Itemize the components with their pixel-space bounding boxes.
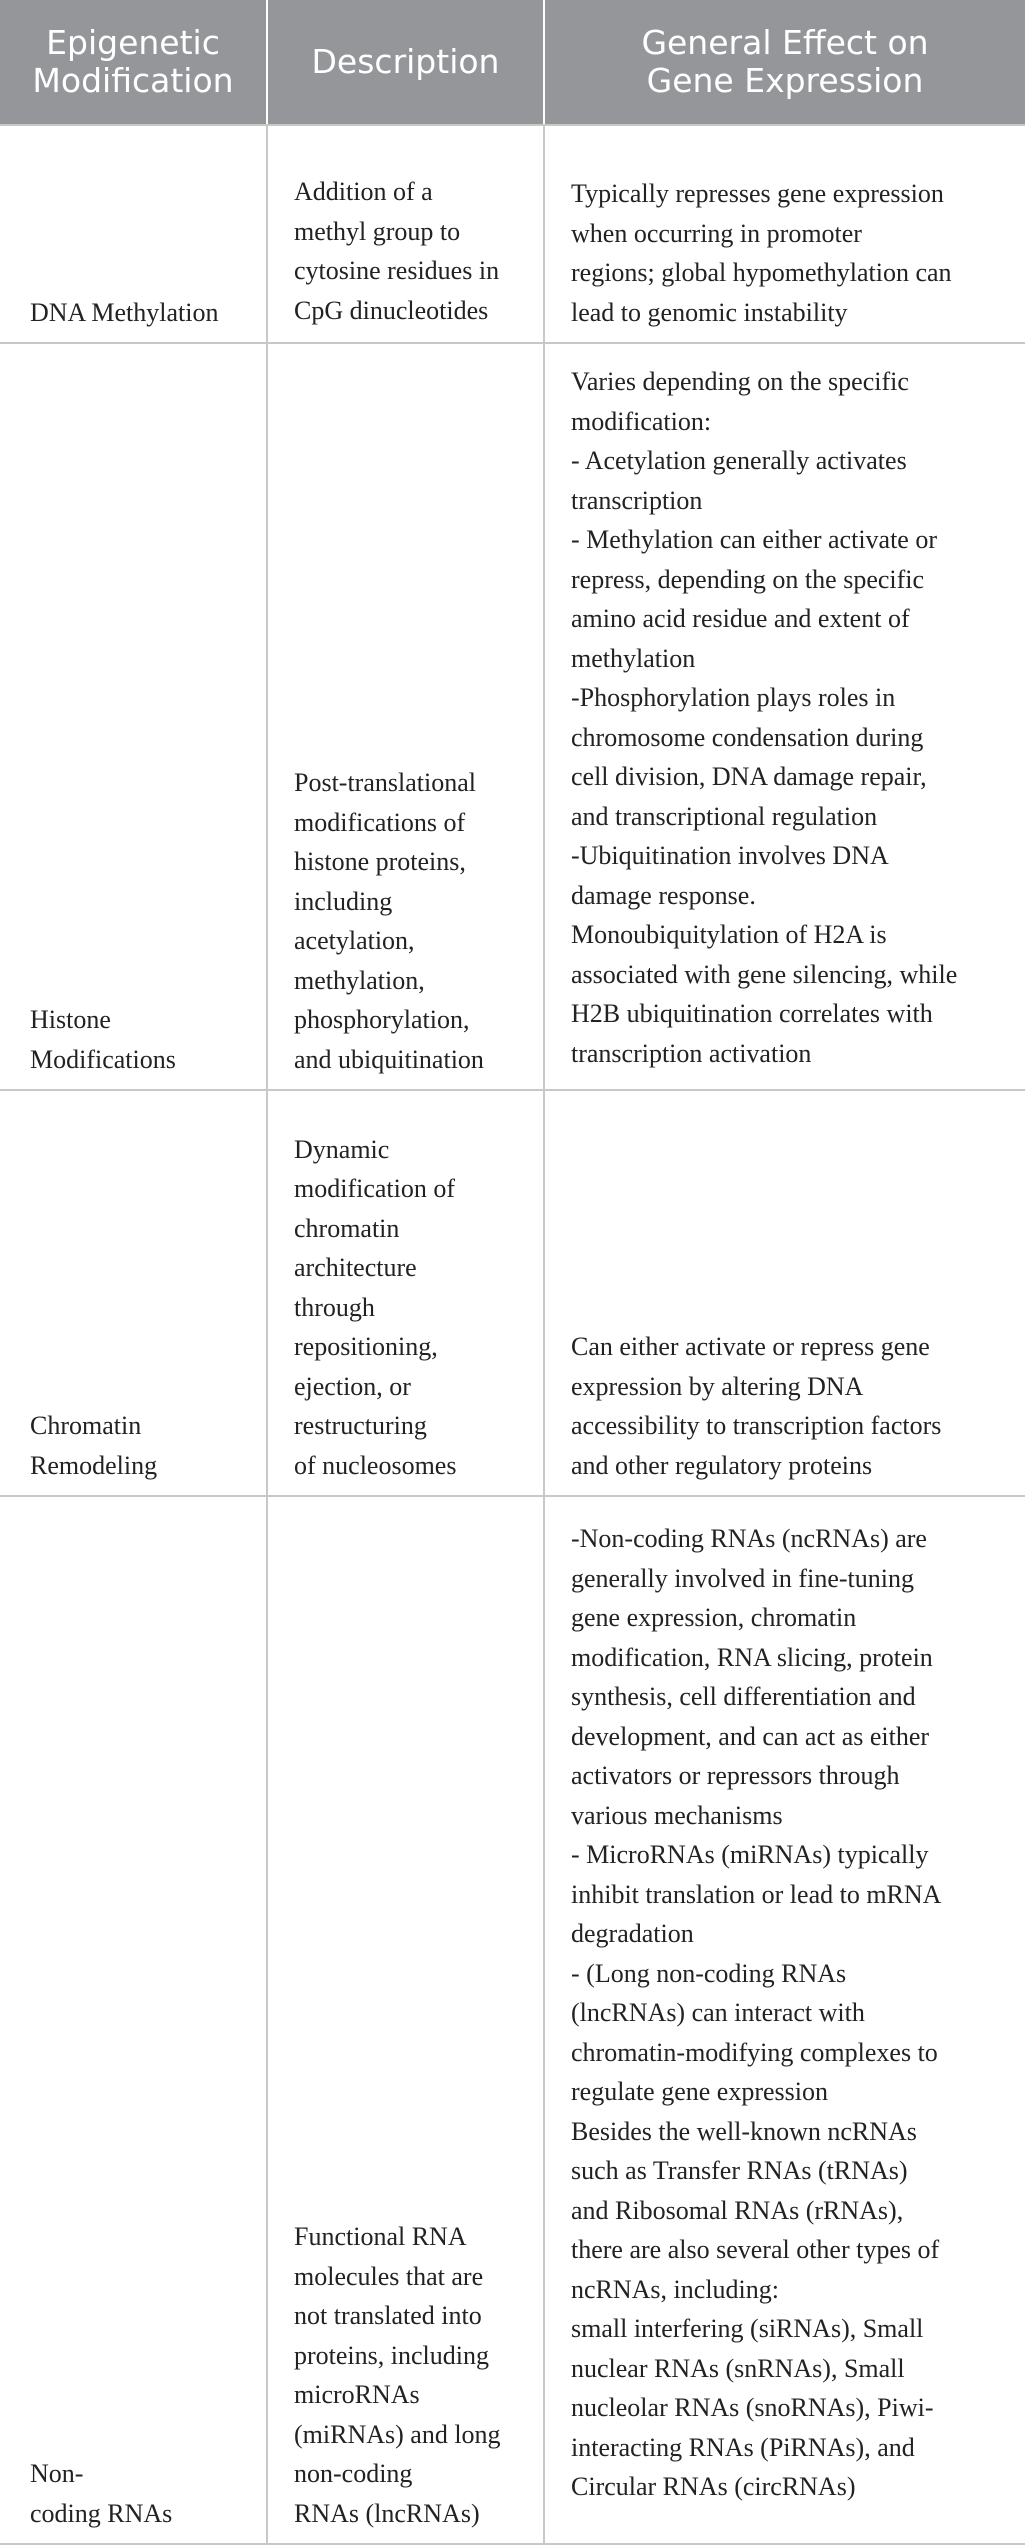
description-cell: Functional RNA molecules that are not translated into proteins, including microRNAs (miRNAs) and long non-coding RNAs (lncRNAs)	[267, 1496, 544, 2544]
description-cell: Dynamic modification of chromatin architecture through repositioning, ejection, or restructuring of nucleosomes	[267, 1090, 544, 1496]
modification-cell: Chromatin Remodeling	[0, 1090, 267, 1496]
table-header	[0, 0, 1025, 125]
header-modification: Epigenetic Modification	[0, 0, 267, 125]
effect-cell: Varies depending on the specific modification: - Acetylation generally activates transcription - Methylation can either activate or repress, depending on the specific amino acid residue and extent of methylation -Phosphorylation plays roles in chromosome condensation during cell division, DNA damage repair, and transcriptional regulation -Ubiquitination involves DNA damage response. Monoubiquitylation of H2A is associated with gene silencing, while H2B ubiquitination correlates with transcription activation	[544, 343, 1025, 1090]
effect-cell: Can either activate or repress gene expression by altering DNA accessibility to transcription factors and other regulatory proteins	[544, 1090, 1025, 1496]
header-row	[0, 0, 1025, 125]
modification-cell: Non- coding RNAs	[0, 1496, 267, 2544]
header-effect: General Effect on Gene Expression	[544, 0, 1025, 125]
description-cell: Post-translational modifications of histone proteins, including acetylation, methylation, phosphorylation, and ubiquitination	[267, 343, 544, 1090]
effect-cell: -Non-coding RNAs (ncRNAs) are generally involved in fine-tuning gene expression, chromatin modification, RNA slicing, protein synthesis, cell differentiation and development, and can act as either activators or repressors through various mechanisms - MicroRNAs (miRNAs) typically inhibit translation or lead to mRNA degradation - (Long non-coding RNAs (lncRNAs) can interact with chromatin-modifying complexes to regulate gene expression Besides the well-known ncRNAs such as Transfer RNAs (tRNAs) and Ribosomal RNAs (rRNAs), there are also several other types of ncRNAs, including: small interfering (siRNAs), Small nuclear RNAs (snRNAs), Small nucleolar RNAs (snoRNAs), Piwi- interacting RNAs (PiRNAs), and Circular RNAs (circRNAs)	[544, 1496, 1025, 2544]
table-row	[0, 1496, 1025, 2544]
table-row	[0, 343, 1025, 1090]
modification-cell: Histone Modifications	[0, 343, 267, 1090]
table-body	[0, 125, 1025, 2544]
table-row	[0, 125, 1025, 343]
effect-cell: Typically represses gene expression when occurring in promoter regions; global hypomethylation can lead to genomic instability	[544, 125, 1025, 343]
table-row	[0, 1090, 1025, 1496]
modification-cell: DNA Methylation	[0, 125, 267, 343]
header-description: Description	[267, 0, 544, 125]
description-cell: Addition of a methyl group to cytosine residues in CpG dinucleotides	[267, 125, 544, 343]
